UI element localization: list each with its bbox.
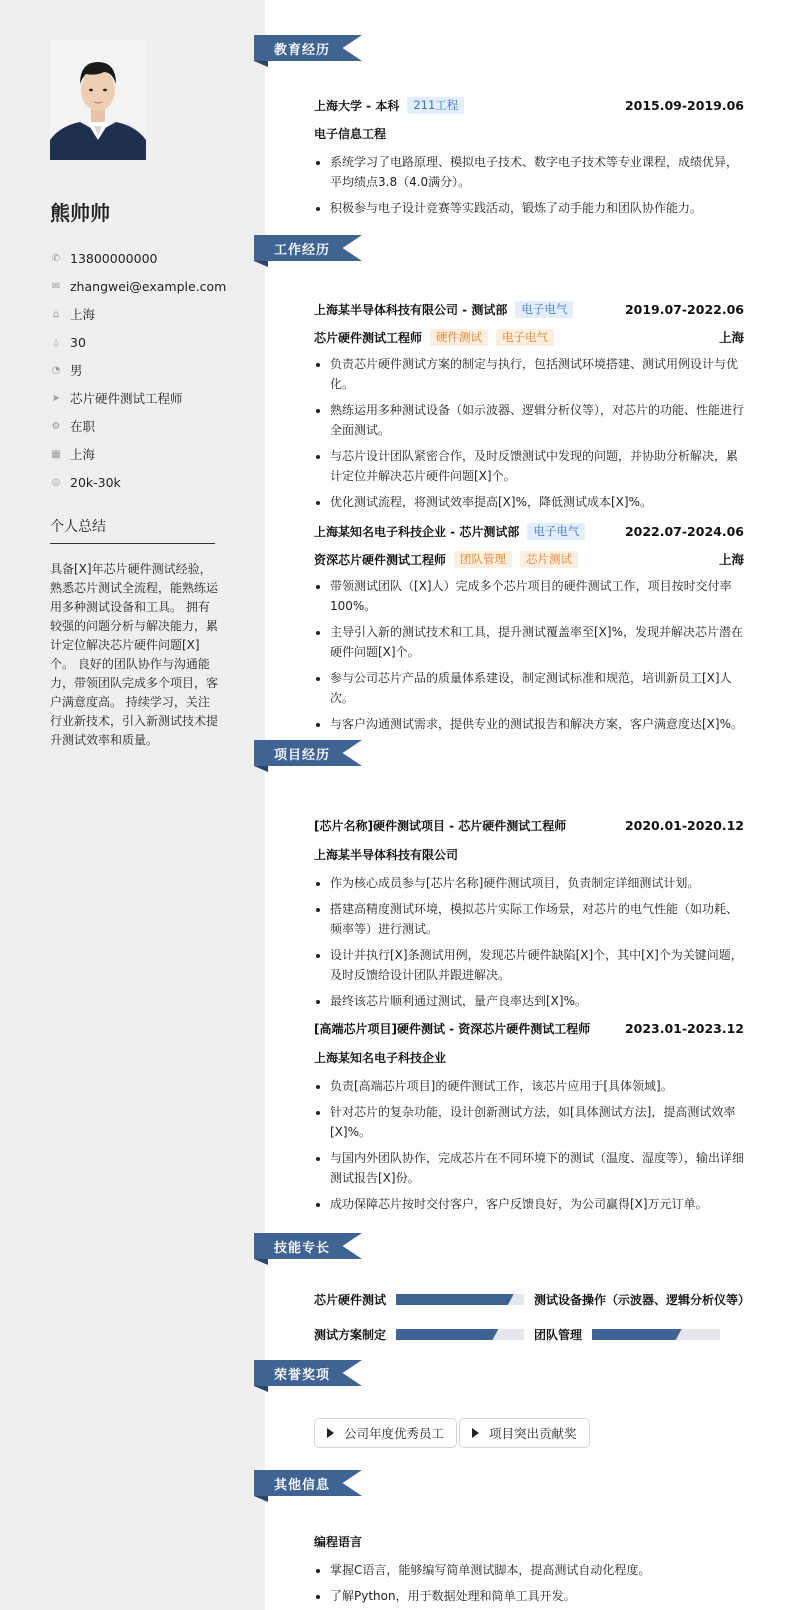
list-item: 掌握C语言，能够编写简单测试脚本，提高测试自动化程度。 [314, 1560, 744, 1580]
list-item: 主导引入新的测试技术和工具，提升测试覆盖率至[X]%，发现并解决芯片潜在硬件问题[X]个。 [314, 622, 744, 662]
age-icon: ⍙ [53, 336, 59, 348]
work-2-company-tag: 电子电气 [527, 523, 585, 540]
list-item: 优化测试流程，将测试效率提高[X]%，降低测试成本[X]%。 [314, 492, 744, 512]
work-1-company: 上海某半导体科技有限公司 - 测试部 [314, 302, 508, 317]
skill-bar [396, 1329, 524, 1340]
work-2-header-row [314, 522, 744, 540]
work-2-date: 2022.07-2024.06 [624, 523, 744, 539]
award-badge [459, 1418, 590, 1448]
contact-info-item [50, 300, 226, 328]
list-item: 与客户沟通测试需求，提供专业的测试报告和解决方案，客户满意度达[X]%。 [314, 714, 744, 734]
work-1-role-row [314, 328, 744, 346]
avatar-photo [50, 40, 146, 160]
send-icon: ➤ [51, 392, 61, 404]
skill-bar-fill [396, 1329, 498, 1340]
contact-info-text: 13800000000 [70, 250, 158, 266]
skill-bar-fill [592, 1329, 682, 1340]
list-item: 负责[高端芯片项目]的硬件测试工作，该芯片应用于[具体领域]。 [314, 1076, 744, 1096]
contact-info-text: 在职 [70, 419, 96, 434]
avatar-icon [50, 40, 146, 160]
skill-name: 测试设备操作（示波器、逻辑分析仪等） [534, 1293, 751, 1307]
contact-info-text: 20k-30k [70, 474, 121, 490]
contact-info-list [50, 244, 226, 496]
status-icon: ⚙ [51, 420, 61, 432]
list-item: 系统学习了电路原理、模拟电子技术、数字电子技术等专业课程，成绩优异，平均绩点3.8（4.0满分）。 [314, 152, 744, 192]
list-item: 设计并执行[X]条测试用例，发现芯片硬件缺陷[X]个，其中[X]个为关键问题，及时反馈给设计团队并跟进解决。 [314, 945, 744, 985]
work-2-bullets [314, 576, 744, 740]
summary-divider [50, 543, 215, 544]
work-1-role-tag: 电子电气 [496, 329, 554, 346]
section-header-skills [254, 1233, 364, 1263]
section-title-other: 其他信息 [274, 1478, 331, 1493]
section-header-project [254, 740, 364, 770]
project-1-header-row [314, 816, 744, 834]
contact-info-text: 上海 [70, 447, 96, 462]
list-item: 最终该芯片顺利通过测试，量产良率达到[X]%。 [314, 991, 744, 1011]
contact-info-item [50, 412, 226, 440]
skill-bar [396, 1294, 524, 1305]
award-label: 项目突出贡献奖 [489, 1426, 577, 1441]
other-bullets [314, 1560, 744, 1610]
skill-item [314, 1291, 524, 1308]
work-1-company-tag: 电子电气 [515, 301, 573, 318]
project-2-bullets [314, 1076, 744, 1220]
education-header-row [314, 96, 744, 114]
phone-icon: ✆ [51, 252, 61, 264]
work-2-role-tag: 团队管理 [454, 551, 512, 568]
building-icon: ▦ [51, 448, 61, 460]
work-2-company: 上海某知名电子科技企业 - 芯片测试部 [314, 524, 520, 539]
list-item: 作为核心成员参与[芯片名称]硬件测试项目，负责制定详细测试计划。 [314, 873, 744, 893]
section-header-work [254, 235, 364, 265]
list-item: 与芯片设计团队紧密合作，及时反馈测试中发现的问题，并协助分析解决，累计定位并解决芯片硬件问题[X]个。 [314, 446, 744, 486]
education-date: 2015.09-2019.06 [624, 97, 744, 113]
mail-icon: ✉ [51, 280, 61, 292]
project-1-date: 2020.01-2020.12 [624, 817, 744, 833]
list-item: 参与公司芯片产品的质量体系建设，制定测试标准和规范，培训新员工[X]人次。 [314, 668, 744, 708]
award-badge [314, 1418, 457, 1448]
work-1-date: 2019.07-2022.06 [624, 301, 744, 317]
contact-info-text: 30 [70, 334, 86, 350]
project-2-company: 上海某知名电子科技企业 [314, 1051, 447, 1065]
work-1-role-tag: 硬件测试 [430, 329, 488, 346]
skill-bar-fill [396, 1294, 514, 1305]
contact-info-item [50, 440, 226, 468]
contact-info-item [50, 356, 226, 384]
contact-info-item [50, 384, 226, 412]
work-1-role: 芯片硬件测试工程师 [314, 330, 423, 345]
education-major: 电子信息工程 [314, 127, 387, 141]
work-1-header-row [314, 300, 744, 318]
section-title-work: 工作经历 [274, 243, 331, 258]
section-title-education: 教育经历 [274, 43, 331, 58]
skill-name: 测试方案制定 [314, 1328, 387, 1342]
gender-icon: ◔ [51, 364, 61, 376]
other-subtitle: 编程语言 [314, 1535, 363, 1549]
project-1-title: [芯片名称]硬件测试项目 - 芯片硬件测试工程师 [314, 818, 567, 833]
home-icon: ⌂ [52, 308, 60, 320]
list-item: 与国内外团队协作，完成芯片在不同环境下的测试（温度、湿度等），输出详细测试报告[X]份。 [314, 1148, 744, 1188]
work-2-city: 上海 [718, 552, 744, 567]
work-2-role-tag: 芯片测试 [520, 551, 578, 568]
work-1-bullets [314, 354, 744, 518]
contact-info-item [50, 244, 226, 272]
project-2-date: 2023.01-2023.12 [624, 1020, 744, 1036]
contact-info-text: 芯片硬件测试工程师 [70, 391, 183, 406]
work-2-role: 资深芯片硬件测试工程师 [314, 552, 447, 567]
contact-info-text: 男 [70, 363, 83, 378]
education-school: 上海大学 - 本科 [314, 98, 400, 113]
contact-info-item [50, 272, 226, 300]
list-item: 针对芯片的复杂功能，设计创新测试方法，如[具体测试方法]，提高测试效率[X]%。 [314, 1102, 744, 1142]
skill-name: 芯片硬件测试 [314, 1293, 387, 1307]
skill-name: 团队管理 [534, 1328, 583, 1342]
skill-item [314, 1326, 524, 1343]
education-bullets [314, 152, 744, 224]
profile-name: 熊帅帅 [50, 201, 110, 225]
list-item: 了解Python，用于数据处理和简单工具开发。 [314, 1586, 744, 1606]
project-2-title: [高端芯片项目]硬件测试 - 资深芯片硬件测试工程师 [314, 1021, 591, 1036]
section-title-skills: 技能专长 [274, 1241, 331, 1256]
play-icon [472, 1428, 479, 1438]
work-2-role-row [314, 550, 744, 568]
project-1-company: 上海某半导体科技有限公司 [314, 848, 459, 862]
work-1-city: 上海 [718, 330, 744, 345]
contact-info-item [50, 328, 226, 356]
skill-item [534, 1291, 750, 1308]
section-title-project: 项目经历 [274, 748, 331, 763]
project-2-header-row [314, 1019, 744, 1037]
list-item: 积极参与电子设计竞赛等实践活动，锻炼了动手能力和团队协作能力。 [314, 198, 744, 218]
summary-text: 具备[X]年芯片硬件测试经验，熟悉芯片测试全流程，能熟练运用多种测试设备和工具。 拥有较强的问题分析与解决能力，累计定位解决芯片硬件问题[X]个。 良好的团队协作与沟通能力，带领团队完成多个项目，客户满意度高。 持续学习，关注行业新技术，引入新测试技术提升测试效率和质量。 [50, 562, 219, 747]
section-header-other [254, 1470, 364, 1500]
sidebar [0, 0, 265, 1610]
summary-title: 个人总结 [50, 519, 106, 535]
section-title-awards: 荣誉奖项 [274, 1368, 331, 1383]
list-item: 熟练运用多种测试设备（如示波器、逻辑分析仪等），对芯片的功能、性能进行全面测试。 [314, 400, 744, 440]
section-header-education [254, 35, 364, 65]
contact-info-text: zhangwei@example.com [70, 278, 227, 294]
play-icon [327, 1428, 334, 1438]
education-tag: 211工程 [407, 97, 464, 114]
skill-bar [592, 1329, 720, 1340]
list-item: 带领测试团队（[X]人）完成多个芯片项目的硬件测试工作，项目按时交付率100%。 [314, 576, 744, 616]
contact-info-text: 上海 [70, 307, 96, 322]
list-item: 搭建高精度测试环境，模拟芯片实际工作场景，对芯片的电气性能（如功耗、频率等）进行测试。 [314, 899, 744, 939]
list-item: 负责芯片硬件测试方案的制定与执行，包括测试环境搭建、测试用例设计与优化。 [314, 354, 744, 394]
list-item: 成功保障芯片按时交付客户，客户反馈良好，为公司赢得[X]万元订单。 [314, 1194, 744, 1214]
section-header-awards [254, 1360, 364, 1390]
award-label: 公司年度优秀员工 [344, 1426, 445, 1441]
skill-item [534, 1326, 720, 1343]
project-1-bullets [314, 873, 744, 1017]
salary-icon: ◎ [51, 476, 61, 488]
contact-info-item [50, 468, 226, 496]
